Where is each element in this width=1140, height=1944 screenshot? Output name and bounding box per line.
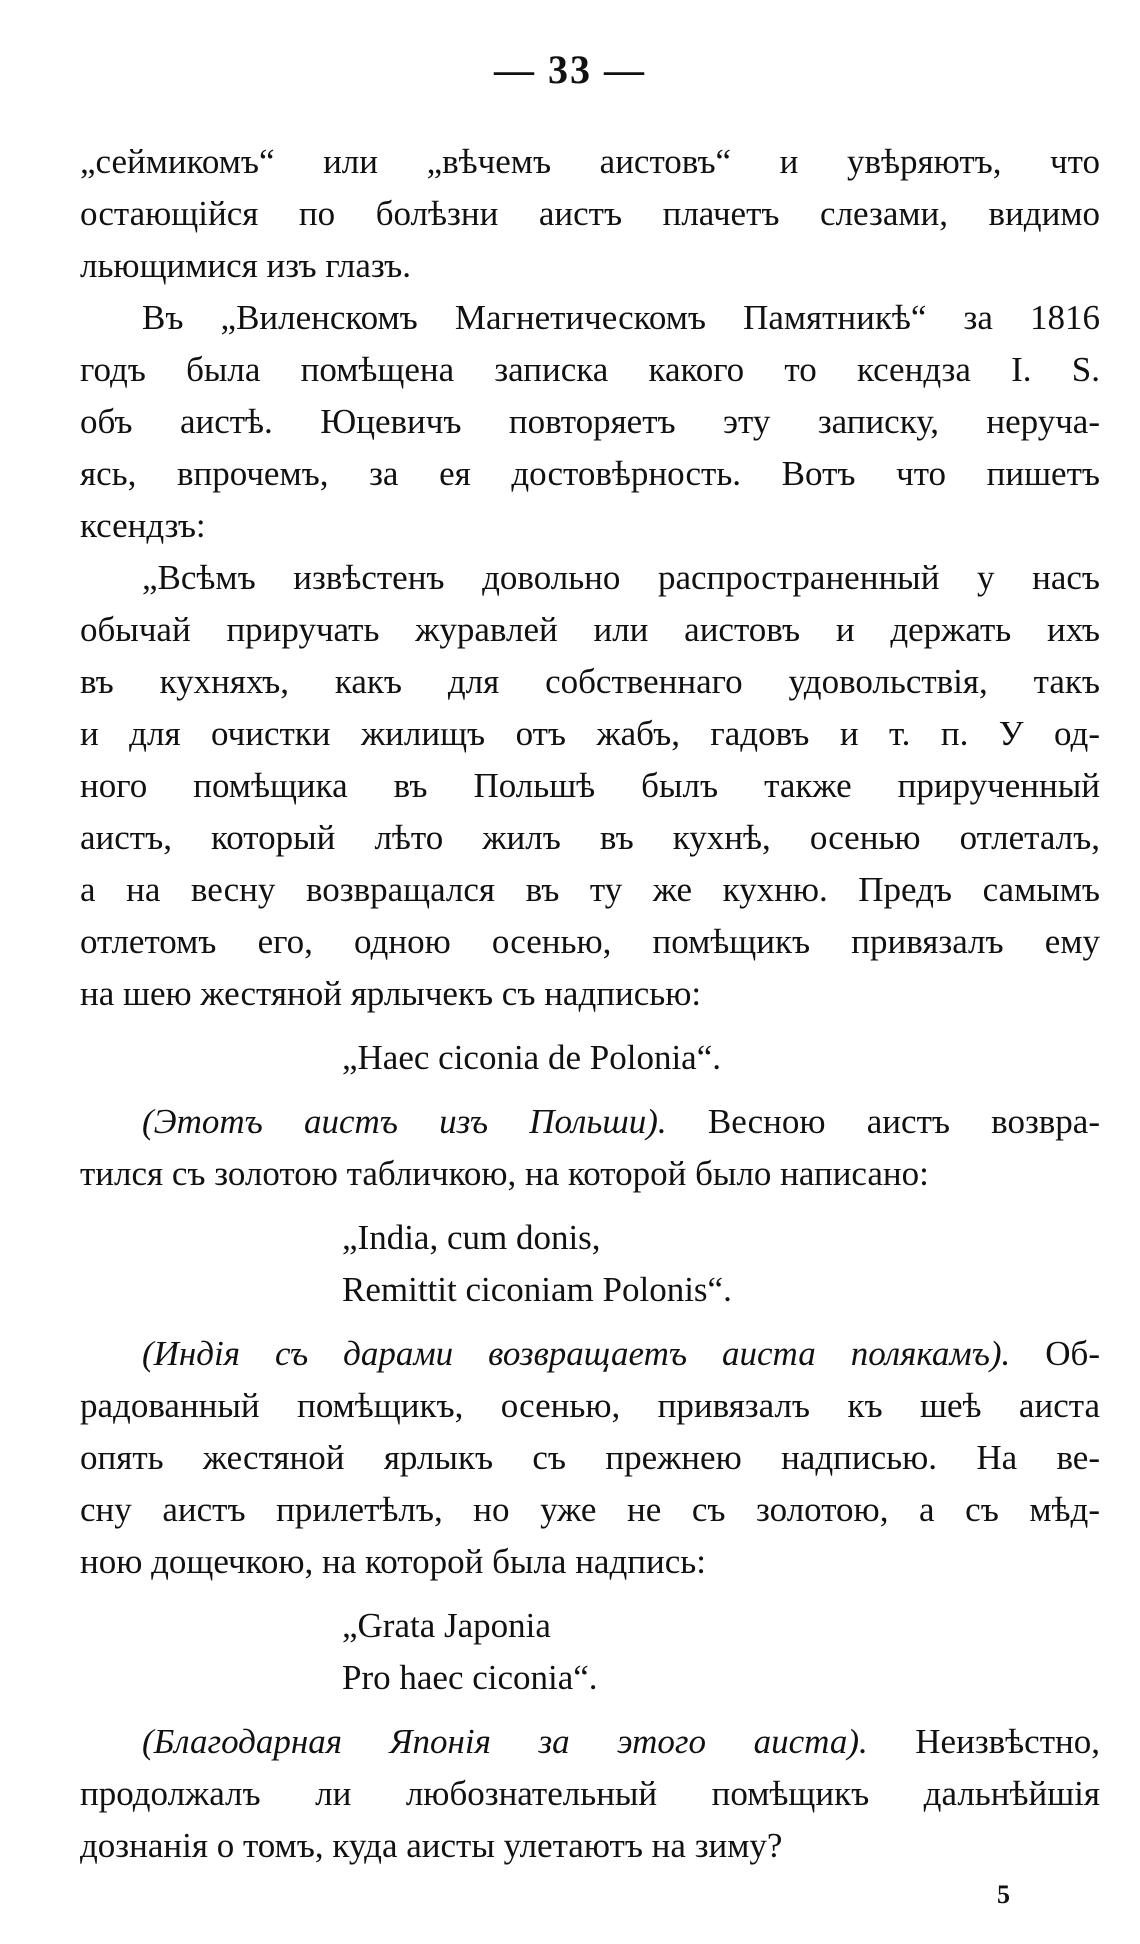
text-line: обычай приручать журавлей или аистовъ и держать ихъ: [80, 610, 1100, 649]
text-line: „сеймикомъ“ или „вѣчемъ аистовъ“ и увѣряютъ, что: [80, 142, 1100, 181]
italic-translation: (Индія съ дарами возвращаетъ аиста полякамъ).: [142, 1334, 1011, 1373]
text-line: отлетомъ его, одною осенью, помѣщикъ привязалъ ему: [80, 922, 1100, 961]
text-line: радованный помѣщикъ, осенью, привязалъ къ шеѣ аиста: [80, 1386, 1100, 1425]
text-line: льющимися изъ глазъ.: [80, 246, 411, 285]
text-line: годъ была помѣщена записка какого то ксендза I. S.: [80, 350, 1100, 389]
text-line: остающійся по болѣзни аистъ плачетъ слезами, видимо: [80, 194, 1100, 233]
text-line: „Всѣмъ извѣстенъ довольно распространенный у насъ: [142, 558, 1100, 597]
text-line: [80, 1716, 1100, 1768]
text-line: опять жестяной ярлыкъ съ прежнею надписью. На ве-: [80, 1438, 1100, 1477]
printer-signature-mark: 5: [997, 1880, 1010, 1909]
text-line: Въ „Виленскомъ Магнетическомъ Памятникѣ“ за 1816: [142, 298, 1100, 337]
text-fragment: Об-: [1010, 1334, 1100, 1373]
text-line: и для очистки жилищъ отъ жабъ, гадовъ и т. п. У од-: [80, 714, 1100, 753]
text-line: ною дощечкою, на которой была надпись:: [80, 1542, 706, 1581]
latin-quote-line: Pro haec ciconia“.: [342, 1658, 598, 1697]
text-line: на шею жестяной ярлычекъ съ надписью:: [80, 974, 702, 1013]
text-line: продолжалъ ли любознательный помѣщикъ дальнѣйшія: [80, 1774, 1100, 1813]
italic-translation: (Благодарная Японія за этого аиста).: [142, 1722, 868, 1761]
latin-quote-line: „Grata Japonia: [342, 1606, 551, 1645]
italic-translation: (Этотъ аистъ изъ Польши).: [142, 1102, 667, 1141]
text-line: объ аистѣ. Юцевичъ повторяетъ эту записку, неруча-: [80, 402, 1100, 441]
latin-quote-line: „Haec ciconia de Polonia“.: [342, 1038, 721, 1077]
text-line: дознанія о томъ, куда аисты улетаютъ на зиму?: [80, 1826, 783, 1865]
text-line: сну аистъ прилетѣлъ, но уже не съ золотою, а съ мѣд-: [80, 1490, 1100, 1529]
latin-quote-line: Remittit ciconiam Polonis“.: [342, 1270, 732, 1309]
page-number: — 33 —: [494, 47, 646, 92]
body-text: [80, 136, 1100, 1872]
text-fragment: Весною аистъ возвра-: [666, 1102, 1100, 1141]
text-line: въ кухняхъ, какъ для собственнаго удовольствія, такъ: [80, 662, 1100, 701]
text-line: а на весну возвращался въ ту же кухню. Предъ самымъ: [80, 870, 1100, 909]
text-line: тился съ золотою табличкою, на которой было написано:: [80, 1154, 929, 1193]
latin-quote-line: „India, cum donis,: [342, 1218, 601, 1257]
text-line: [80, 1096, 1100, 1148]
text-line: аистъ, который лѣто жилъ въ кухнѣ, осенью отлеталъ,: [80, 818, 1100, 857]
text-line: ясь, впрочемъ, за ея достовѣрность. Вотъ что пишетъ: [80, 454, 1100, 493]
text-line: ного помѣщика въ Польшѣ былъ также прирученный: [80, 766, 1100, 805]
text-fragment: Неизвѣстно,: [867, 1722, 1100, 1761]
text-line: ксендзъ:: [80, 506, 206, 545]
text-line: [80, 1328, 1100, 1380]
